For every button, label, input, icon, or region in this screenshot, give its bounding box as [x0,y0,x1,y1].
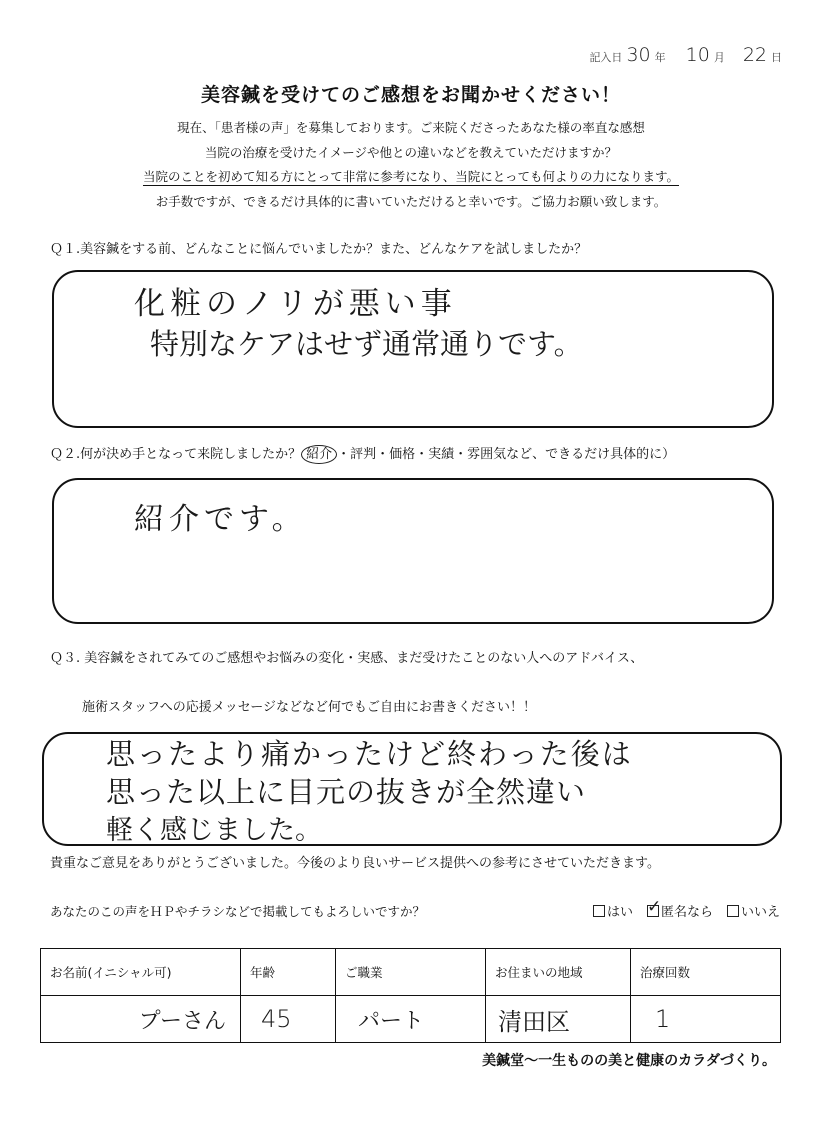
intro-line: 当院の治療を受けたイメージや他との違いなどを教えていただけますか？ [204,144,618,160]
q2-question-text-rest: ・評判・価格・実績・雰囲気など、できるだけ具体的に） [337,447,676,462]
consent-option-label: いいえ [740,905,780,920]
publish-consent [50,901,780,920]
q3-answer-line: 軽く感じました。 [106,815,322,846]
page-title: 美容鍼を受けてのご感想をお聞かせください！ [200,84,621,106]
q2-question [50,443,675,464]
q1-answer-line: 化粧のノリが悪い事 [134,286,457,322]
q3-answer-box [42,732,782,846]
q2-answer-line: 紹介です。 [134,502,307,537]
date-label: 記入日 [589,51,623,64]
intro-line: 当院のことを初めて知る方にとって非常に参考になり、当院にとっても何よりの力になります。 [142,169,679,184]
respondent-info-table [40,948,781,1043]
q1-question: Ｑ１.美容鍼をする前、どんなことに悩んでいましたか？また、どんなケアを試しましたか？ [50,242,588,257]
value-area: 清田区 [486,996,631,1043]
q3-question-line1: Ｑ３. 美容鍼をされてみてのご感想やお悩みの変化・実感、まだ受けたことのない人へのアドバイス、 [50,651,644,666]
q2-answer-box [52,478,774,624]
value-visits: 1 [631,996,781,1043]
entry-date [589,44,782,66]
date-month-unit: 月 [713,51,725,64]
q3-question-line2: 施術スタッフへの応援メッセージなどなど何でもご自由にお書きください！！ [82,700,536,715]
date-year: 30 [626,44,651,66]
date-year-unit: 年 [654,51,666,64]
value-age: 45 [241,996,336,1043]
value-name: プーさん [41,996,241,1043]
consent-option-no[interactable] [727,901,780,920]
header-occupation: ご職業 [336,949,486,996]
intro-line: 現在、「患者様の声」を募集しております。ご来院くださったあなた様の率直な感想 [177,120,645,135]
consent-option-yes[interactable] [593,901,633,920]
date-day: 22 [742,44,767,66]
consent-options [593,901,780,920]
date-month: 10 [685,44,710,66]
value-occupation: パート [336,996,486,1043]
consent-question: あなたのこの声をＨＰやチラシなどで掲載してもよろしいですか？ [50,903,426,919]
header-area: お住まいの地域 [486,949,631,996]
q3-answer-line: 思った以上に目元の抜きが全然違い [106,775,587,809]
q2-circled-option: 紹介 [301,445,337,464]
table-header-row [41,949,781,996]
q2-question-text: Ｑ２.何が決め手となって来院しましたか？ [50,447,302,462]
checkbox-yes[interactable] [593,905,605,917]
checkbox-anonymous[interactable] [647,905,659,917]
intro-line: お手数ですが、できるだけ具体的に書いていただけると幸いです。ご協力お願い致します。 [155,193,667,209]
header-visits: 治療回数 [631,949,781,996]
q1-answer-line: 特別なケアはせず通常通りです。 [150,327,583,361]
consent-option-anonymous[interactable] [647,901,713,920]
footer-slogan: 美鍼堂〜一生ものの美と健康のカラダづくり。 [482,1053,776,1069]
header-age: 年齢 [241,949,336,996]
intro-text [0,116,822,214]
consent-option-label: 匿名なら [660,905,713,920]
consent-option-label: はい [606,905,633,920]
header-name: お名前(イニシャル可) [41,949,241,996]
checkbox-no[interactable] [727,905,739,917]
q1-answer-box [52,270,774,428]
table-row [41,996,781,1043]
thanks-message: 貴重なご意見をありがとうございました。今後のより良いサービス提供への参考にさせていただきます。 [50,856,660,871]
date-day-unit: 日 [771,51,782,64]
q3-answer-line: 思ったより痛かったけど終わった後は [106,737,633,771]
